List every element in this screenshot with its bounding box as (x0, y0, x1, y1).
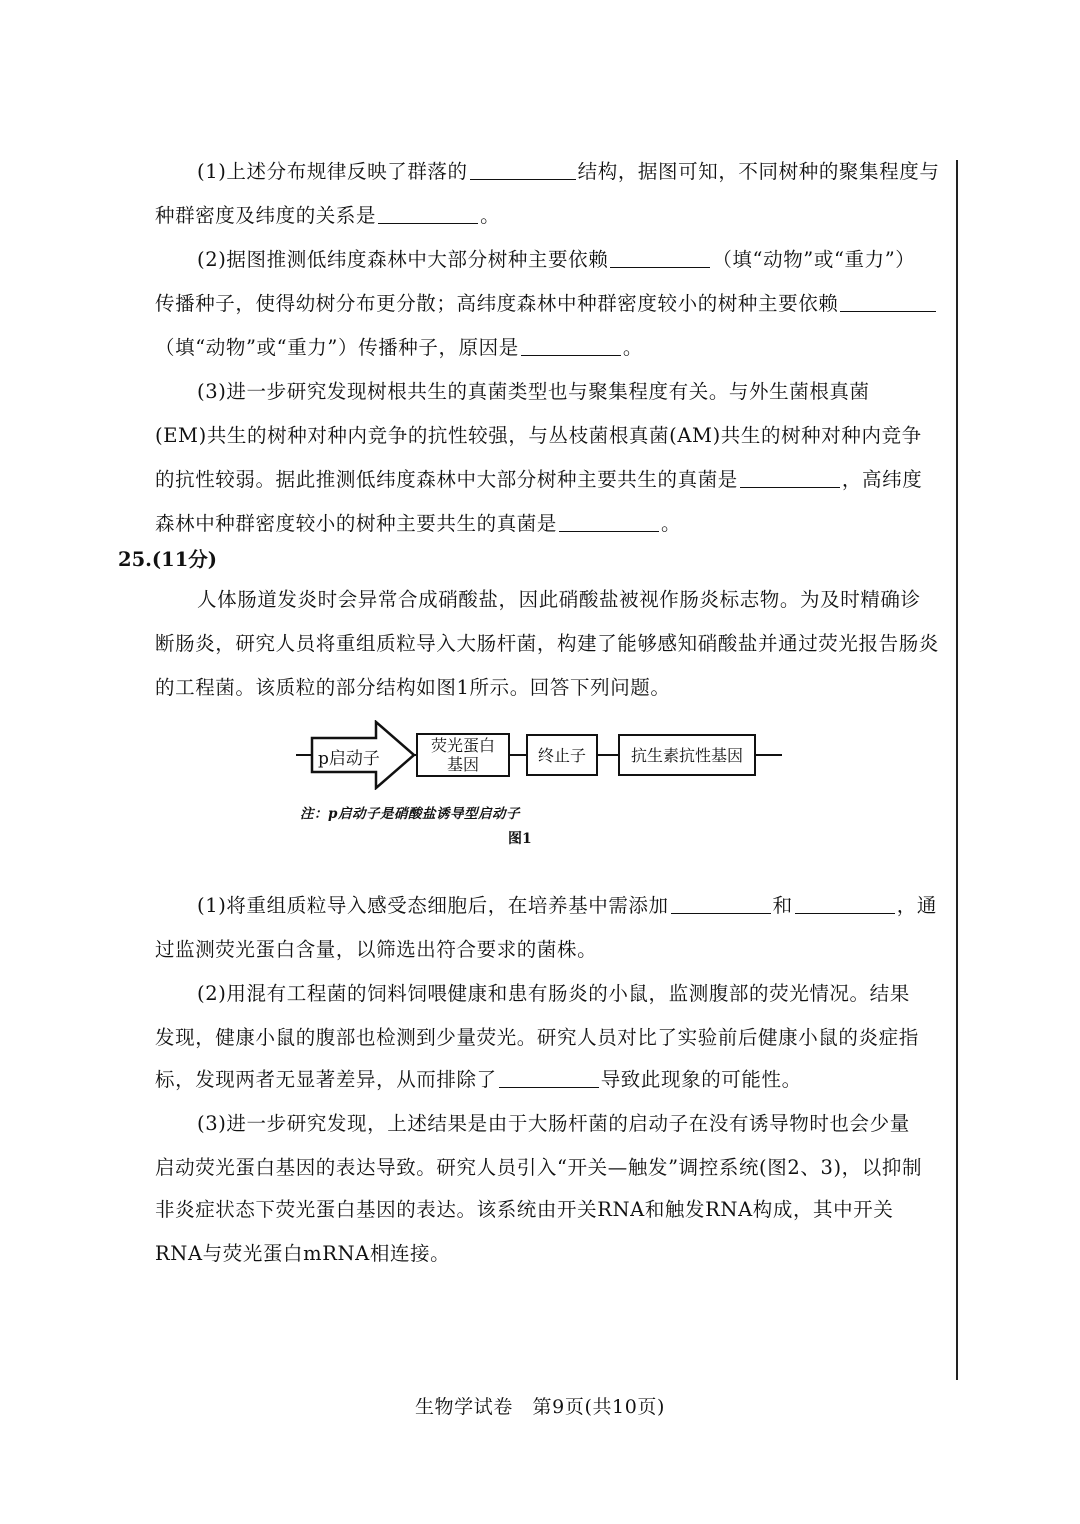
promoter-label: p启动子 (318, 749, 380, 769)
text: 和 (772, 894, 793, 917)
q24-p3-line3 (155, 468, 950, 492)
figure-caption: 图1 (508, 831, 532, 847)
answer-blank[interactable] (521, 337, 621, 356)
text: 导致此现象的可能性。 (600, 1068, 802, 1091)
text: 过监测荧光蛋白含量，以筛选出符合要求的菌株。 (155, 938, 598, 961)
text: （填“动物”或“重力”） (712, 248, 916, 271)
text: 启动荧光蛋白基因的表达导致。研究人员引入“开关—触发”调控系统(图2、3)，以抑制 (155, 1156, 923, 1179)
q24-p2-line1 (197, 248, 950, 272)
answer-blank[interactable] (559, 513, 659, 532)
text: (2)用混有工程菌的饲料饲喂健康和患有肠炎的小鼠，监测腹部的荧光情况。结果 (197, 982, 910, 1005)
text: 发现，健康小鼠的腹部也检测到少量荧光。研究人员对比了实验前后健康小鼠的炎症指 (155, 1026, 919, 1049)
text: RNA与荧光蛋白mRNA相连接。 (155, 1242, 451, 1265)
text: 断肠炎，研究人员将重组质粒导入大肠杆菌，构建了能够感知硝酸盐并通过荧光报告肠炎 (155, 632, 939, 655)
margin-rule (956, 160, 958, 1380)
answer-blank[interactable] (795, 895, 895, 914)
text: (1)上述分布规律反映了群落的 (197, 160, 468, 183)
q24-p2-line3 (155, 336, 950, 360)
resistance-label: 抗生素抗性基因 (630, 745, 743, 765)
answer-blank[interactable] (671, 895, 771, 914)
answer-blank[interactable] (610, 249, 710, 268)
q25-s3-line4 (155, 1242, 950, 1266)
q24-p3-line4 (155, 512, 950, 536)
text: (3)进一步研究发现树根共生的真菌类型也与聚集程度有关。与外生菌根真菌 (197, 380, 870, 403)
q25-s2-line3 (155, 1068, 950, 1092)
text: 非炎症状态下荧光蛋白基因的表达。该系统由开关RNA和触发RNA构成，其中开关 (155, 1198, 894, 1221)
dna-line (510, 754, 526, 756)
text: 结构，据图可知，不同树种的聚集程度与 (577, 160, 940, 183)
text: (3)进一步研究发现，上述结果是由于大肠杆菌的启动子在没有诱导物时也会少量 (197, 1112, 910, 1135)
text: (1)将重组质粒导入感受态细胞后，在培养基中需添加 (197, 894, 669, 917)
text: （填“动物”或“重力”）传播种子，原因是 (155, 336, 519, 359)
text: (2)据图推测低纬度森林中大部分树种主要依赖 (197, 248, 609, 271)
answer-blank[interactable] (470, 161, 576, 180)
text: 种群密度及纬度的关系是 (155, 204, 377, 227)
text: ，高纬度 (841, 468, 923, 491)
terminator-box (526, 734, 598, 776)
gene-label-line1: 荧光蛋白 (430, 736, 495, 755)
text: 的抗性较弱。据此推测低纬度森林中大部分树种主要共生的真菌是 (155, 468, 738, 491)
text: 森林中种群密度较小的树种主要共生的真菌是 (155, 512, 558, 535)
answer-blank[interactable] (499, 1069, 599, 1088)
gene-label (431, 736, 495, 774)
dna-line (598, 754, 618, 756)
page-footer: 生物学试卷 第9页(共10页) (414, 1396, 666, 1418)
q24-p1-line1 (197, 160, 950, 184)
q25-s2-line1 (197, 982, 950, 1006)
q25-s3-line3 (155, 1198, 950, 1222)
q25-s3-line1 (197, 1112, 950, 1136)
q25-s2-line2 (155, 1026, 950, 1050)
text: 传播种子，使得幼树分布更分散；高纬度森林中种群密度较小的树种主要依赖 (155, 292, 839, 315)
figure-note: 注：p启动子是硝酸盐诱导型启动子 (300, 806, 520, 822)
answer-blank[interactable] (840, 293, 936, 312)
text: 人体肠道发炎时会异常合成硝酸盐，因此硝酸盐被视作肠炎标志物。为及时精确诊 (197, 588, 921, 611)
q24-p3-line2 (155, 424, 950, 448)
text: 。 (480, 204, 501, 227)
text: 标，发现两者无显著差异，从而排除了 (155, 1068, 497, 1091)
resistance-gene-box (618, 734, 756, 776)
plasmid-figure (296, 716, 786, 856)
q25-s1-line2 (155, 938, 950, 962)
q24-p1-line2 (155, 204, 950, 228)
text: (EM)共生的树种对种内竞争的抗性较强，与丛枝菌根真菌(AM)共生的树种对种内竞争 (155, 424, 922, 447)
q25-intro-line1 (197, 588, 950, 612)
terminator-label: 终止子 (537, 745, 586, 765)
q25-intro-line2 (155, 632, 950, 656)
q25-s3-line2 (155, 1156, 950, 1180)
q25-intro-line3 (155, 676, 950, 700)
q24-p3-line1 (197, 380, 950, 404)
answer-blank[interactable] (740, 469, 840, 488)
text: 。 (622, 336, 643, 359)
dna-line (756, 754, 782, 756)
answer-blank[interactable] (378, 205, 478, 224)
fluorescent-gene-box (416, 733, 510, 777)
question-number: 25.(11分) (118, 548, 218, 571)
text: ，通 (896, 894, 937, 917)
text: 。 (661, 512, 682, 535)
q24-p2-line2 (155, 292, 950, 316)
gene-label-line2: 基因 (446, 755, 479, 774)
q25-s1-line1 (197, 894, 950, 918)
text: 的工程菌。该质粒的部分结构如图1所示。回答下列问题。 (155, 676, 671, 699)
